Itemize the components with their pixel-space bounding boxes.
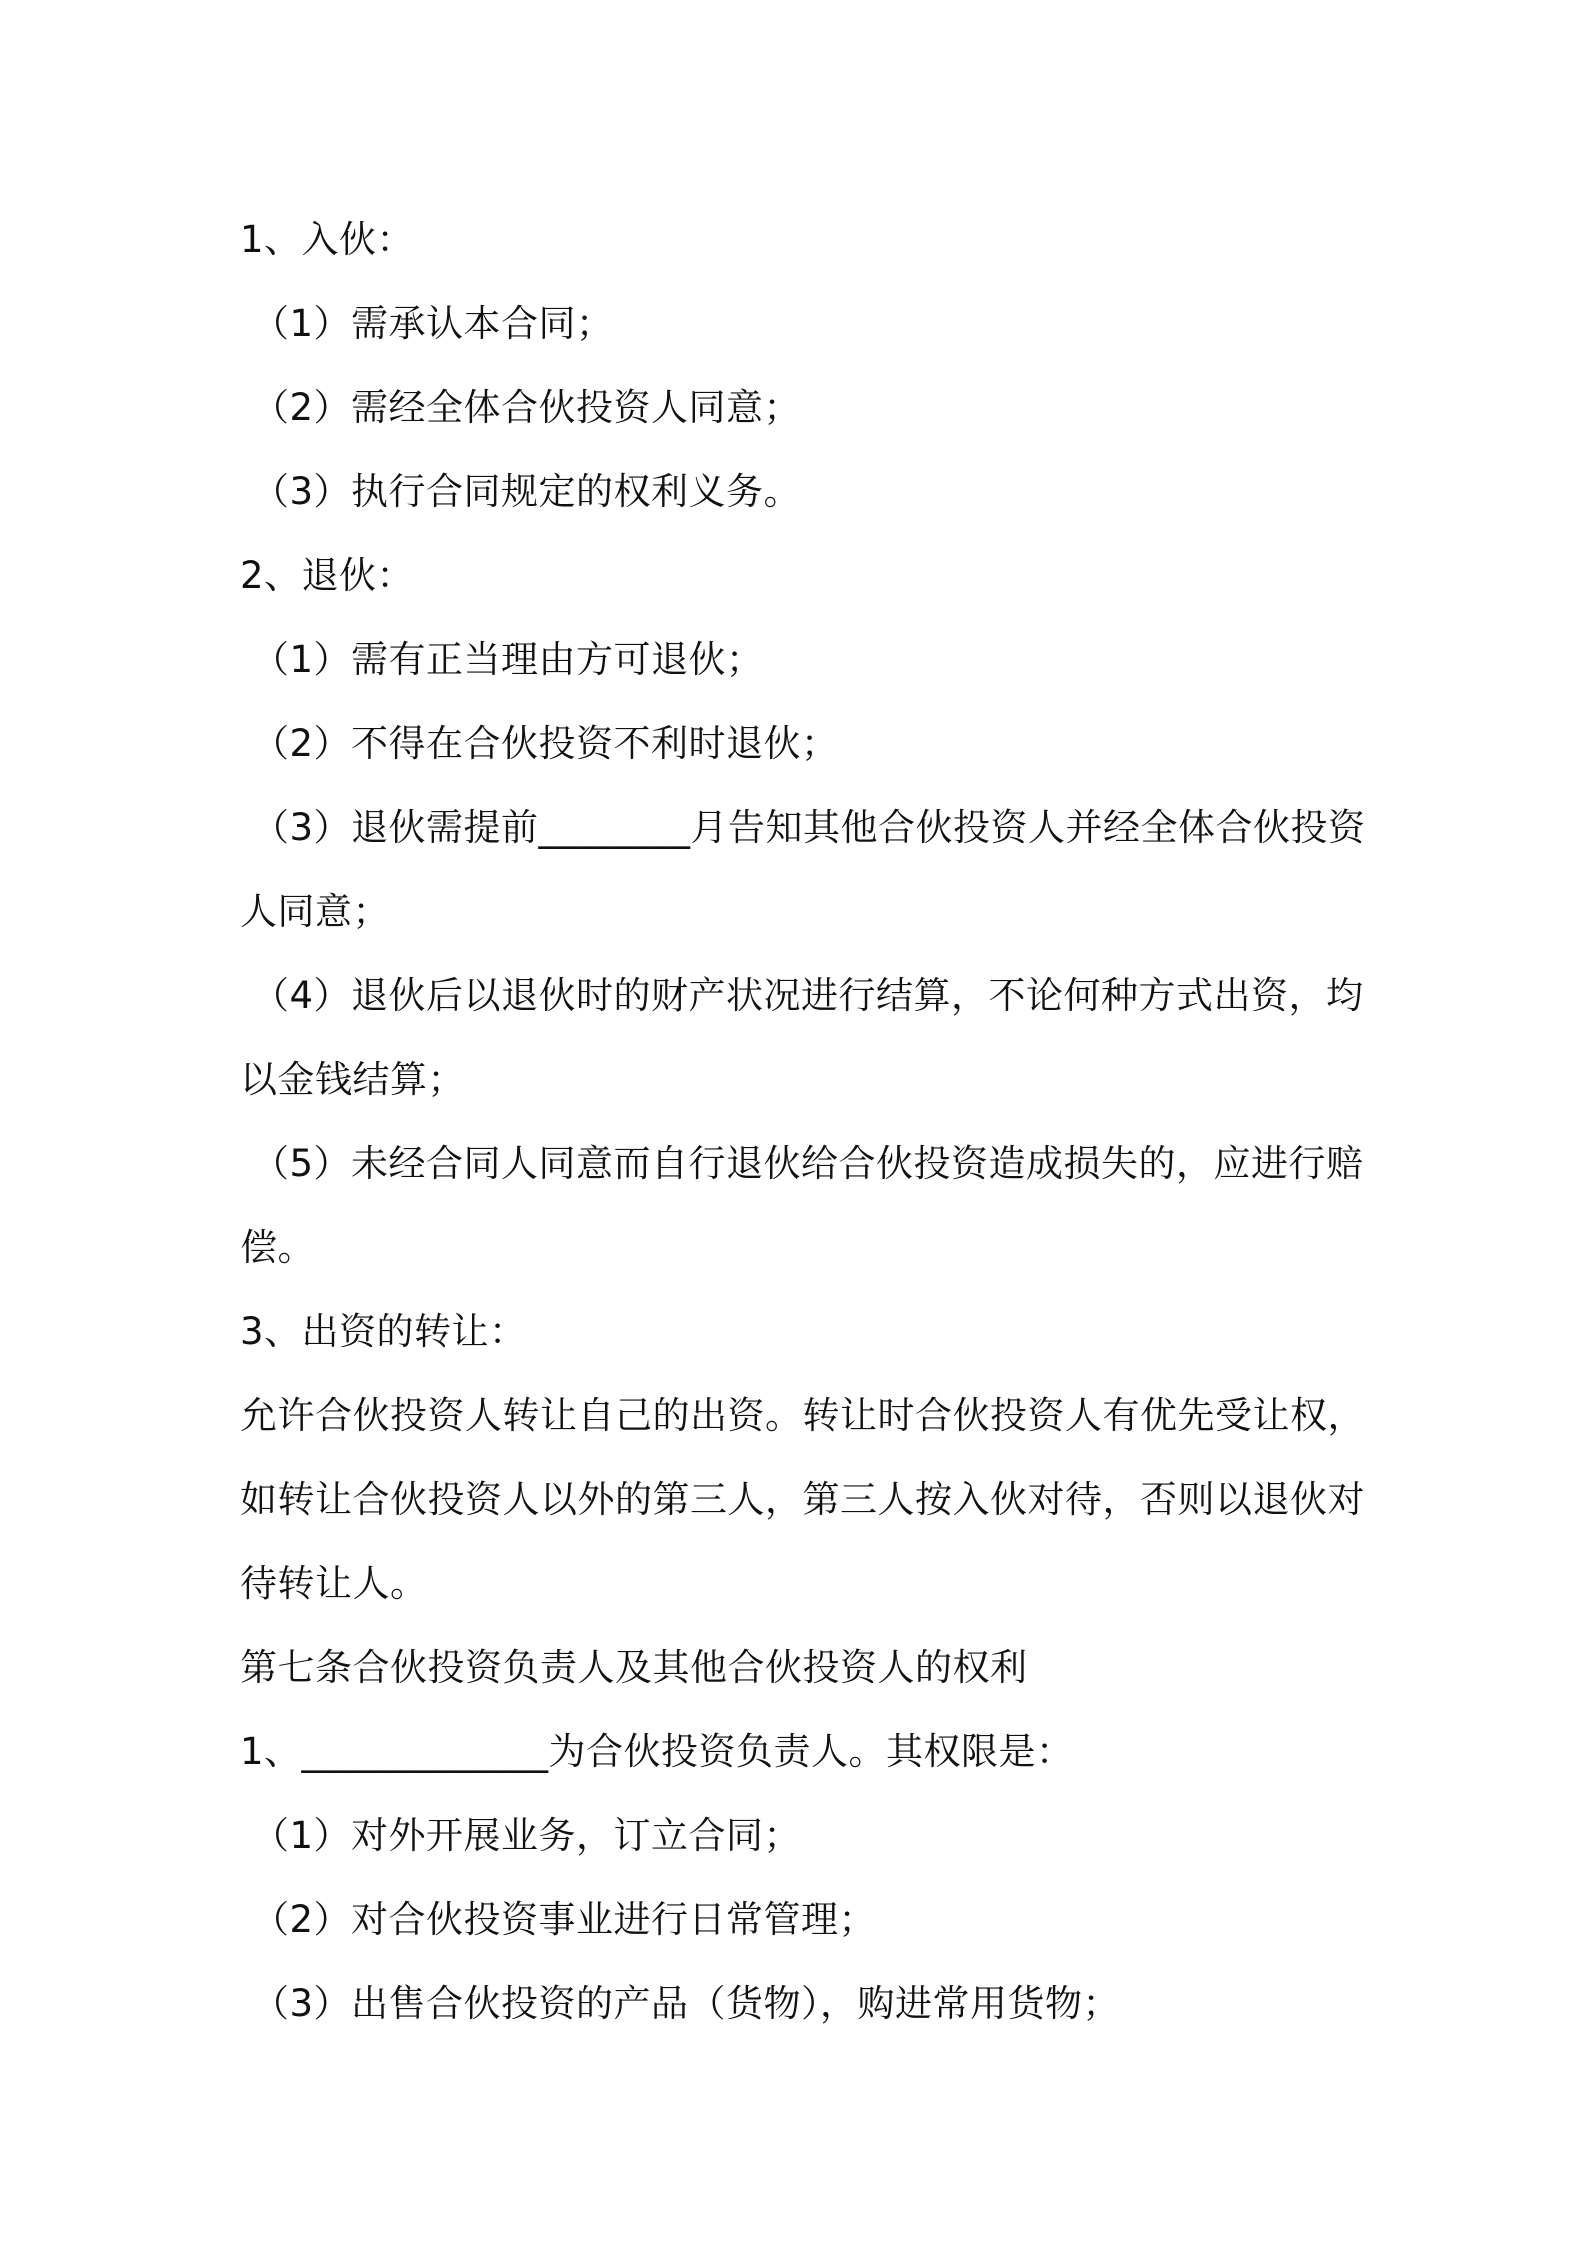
section-2-title: 2、退伙： bbox=[240, 554, 415, 597]
section-1-item-1: （1）需承认本合同； bbox=[252, 302, 614, 345]
section-1-item-2: （2）需经全体合伙投资人同意； bbox=[252, 386, 802, 429]
section-2-item-2: （2）不得在合伙投资不利时退伙； bbox=[252, 722, 839, 765]
section-2-item-5-line-1: （5）未经合同人同意而自行退伙给合伙投资造成损失的，应进行赔 bbox=[252, 1142, 1364, 1185]
section-1-item-3: （3）执行合同规定的权利义务。 bbox=[252, 470, 802, 513]
section-2-item-4-line-2: 以金钱结算； bbox=[240, 1058, 465, 1101]
section-2-item-4-line-1: （4）退伙后以退伙时的财产状况进行结算，不论何种方式出资，均 bbox=[252, 974, 1364, 1017]
article-7-heading: 第七条合伙投资负责人及其他合伙投资人的权利 bbox=[240, 1646, 1028, 1689]
section-2-item-1: （1）需有正当理由方可退伙； bbox=[252, 638, 764, 681]
section-2-item-3-line-2: 人同意； bbox=[240, 890, 390, 933]
article-7-item-2: （2）对合伙投资事业进行日常管理； bbox=[252, 1898, 877, 1941]
section-3-title: 3、出资的转让： bbox=[240, 1310, 527, 1353]
section-2-item-5-line-2: 偿。 bbox=[240, 1226, 315, 1269]
section-3-paragraph-line-2: 如转让合伙投资人以外的第三人，第三人按入伙对待，否则以退伙对 bbox=[240, 1478, 1365, 1521]
section-3-paragraph-line-3: 待转让人。 bbox=[240, 1562, 428, 1605]
article-7-item-1: （1）对外开展业务，订立合同； bbox=[252, 1814, 802, 1857]
article-7-section-1: 1、_____________为合伙投资负责人。其权限是： bbox=[240, 1730, 1074, 1773]
document-page bbox=[240, 198, 1366, 2046]
article-7-item-3: （3）出售合伙投资的产品（货物），购进常用货物； bbox=[252, 1982, 1121, 2025]
section-2-item-3-line-1: （3）退伙需提前________月告知其他合伙投资人并经全体合伙投资 bbox=[252, 806, 1366, 849]
section-1-title: 1、入伙： bbox=[240, 218, 415, 261]
section-3-paragraph-line-1: 允许合伙投资人转让自己的出资。转让时合伙投资人有优先受让权， bbox=[240, 1394, 1365, 1437]
